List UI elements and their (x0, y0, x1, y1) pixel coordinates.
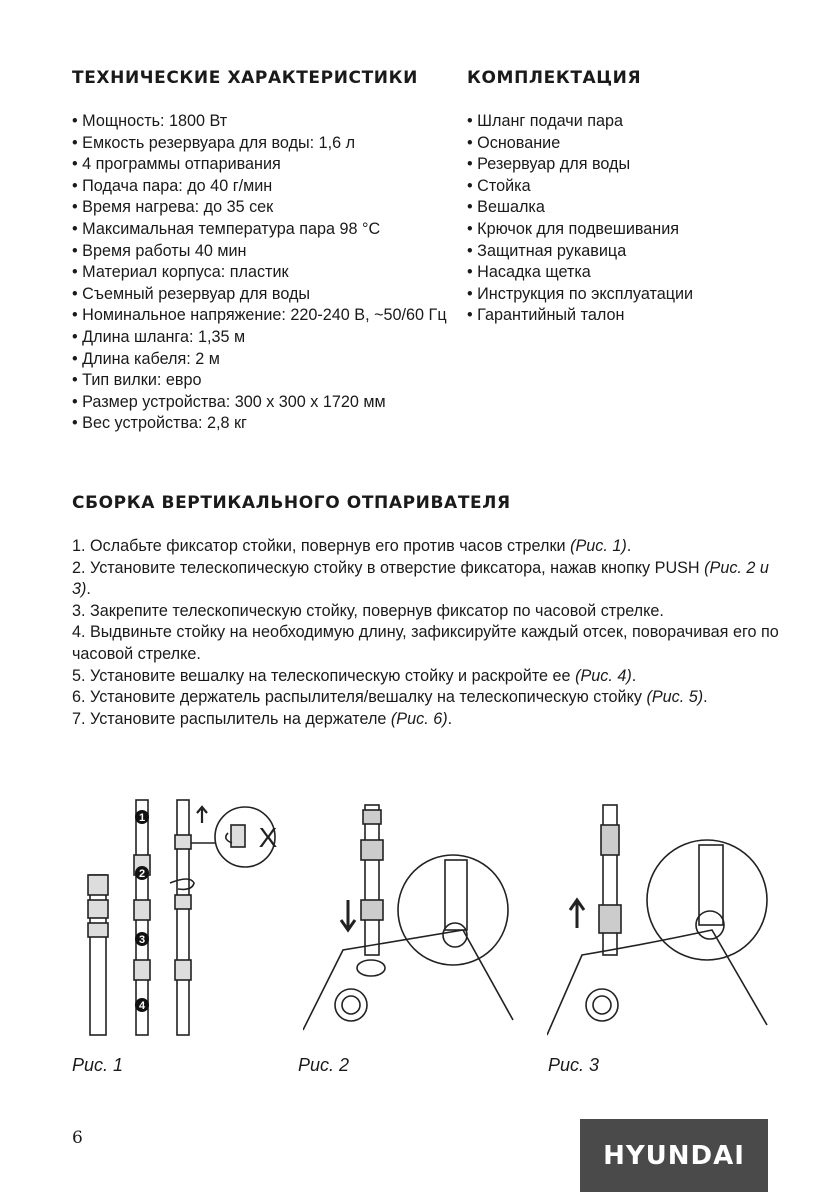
kit-item: • Инструкция по эксплуатации (467, 284, 694, 303)
spec-item: • Тип вилки: евро (72, 371, 202, 390)
spec-item: • Номинальное напряжение: 220-240 В, ~50/60 Гц (72, 306, 447, 325)
figure-1-illustration (80, 795, 280, 1040)
kit-item: • Насадка щетка (467, 263, 591, 282)
spec-item: • Время нагрева: до 35 сек (72, 198, 274, 217)
spec-item: • Съемный резервуар для воды (72, 284, 311, 303)
assembly-steps (72, 536, 792, 730)
spec-item: • Мощность: 1800 Вт (72, 112, 228, 130)
kit-item: • Крючок для подвешивания (467, 219, 680, 238)
marker-2: 2 (138, 868, 146, 880)
marker-3: 3 (138, 934, 146, 946)
spec-item: • 4 программы отпаривания (72, 155, 281, 174)
spec-item: • Длина кабеля: 2 м (72, 349, 220, 368)
kit-item: • Основание (467, 133, 561, 152)
assembly-heading: СБОРКА ВЕРТИКАЛЬНОГО ОТПАРИВАТЕЛЯ (72, 493, 511, 513)
kit-item: • Шланг подачи пара (467, 112, 624, 130)
figure-1-caption: Рис. 1 (72, 1055, 124, 1075)
assembly-step: 4. Выдвиньте стойку на необходимую длину, зафиксируйте каждый отсек, поворачивая его по часовой стрелке. (72, 623, 779, 663)
figure-3-caption: Рис. 3 (548, 1055, 600, 1075)
kit-item: • Вешалка (467, 198, 545, 217)
assembly-step: 6. Установите держатель распылителя/вешалку на телескопическую стойку (Рис. 5). (72, 688, 708, 707)
specs-list (72, 111, 447, 435)
spec-item: • Вес устройства: 2,8 кг (72, 414, 247, 433)
figure-2-illustration (303, 800, 523, 1040)
spec-item: • Максимальная температура пара 98 °С (72, 219, 381, 238)
spec-item: • Материал корпуса: пластик (72, 263, 289, 282)
marker-4: 4 (138, 1000, 146, 1012)
kit-item: • Защитная рукавица (467, 241, 627, 260)
spec-item: • Длина шланга: 1,35 м (72, 327, 246, 346)
assembly-step: 3. Закрепите телескопическую стойку, повернув фиксатор по часовой стрелке. (72, 601, 664, 620)
assembly-step: 5. Установите вешалку на телескопическую стойку и раскройте ее (Рис. 4). (72, 666, 637, 685)
brand-logo: HYUNDAI (580, 1119, 768, 1192)
figure-3-illustration (547, 800, 772, 1040)
figure-2-caption: Рис. 2 (298, 1055, 350, 1075)
marker-1: 1 (138, 812, 146, 824)
kit-list (467, 111, 797, 327)
specs-heading: ТЕХНИЧЕСКИЕ ХАРАКТЕРИСТИКИ (72, 68, 418, 88)
spec-item: • Время работы 40 мин (72, 241, 247, 260)
kit-item: • Стойка (467, 176, 531, 195)
kit-item: • Резервуар для воды (467, 155, 631, 174)
spec-item: • Подача пара: до 40 г/мин (72, 176, 273, 195)
kit-heading: КОМПЛЕКТАЦИЯ (467, 68, 642, 88)
kit-item: • Гарантийный талон (467, 306, 625, 325)
spec-item: • Емкость резервуара для воды: 1,6 л (72, 133, 356, 152)
page-number: 6 (72, 1128, 83, 1148)
assembly-step: 2. Установите телескопическую стойку в отверстие фиксатора, нажав кнопку PUSH (Рис. 2 и 3). (72, 558, 769, 599)
cross-mark: X (258, 822, 278, 853)
spec-item: • Размер устройства: 300 х 300 х 1720 мм (72, 392, 386, 411)
assembly-step: 7. Установите распылитель на держателе (Рис. 6). (72, 709, 453, 728)
assembly-step: 1. Ослабьте фиксатор стойки, повернув его против часов стрелки (Рис. 1). (72, 537, 632, 555)
